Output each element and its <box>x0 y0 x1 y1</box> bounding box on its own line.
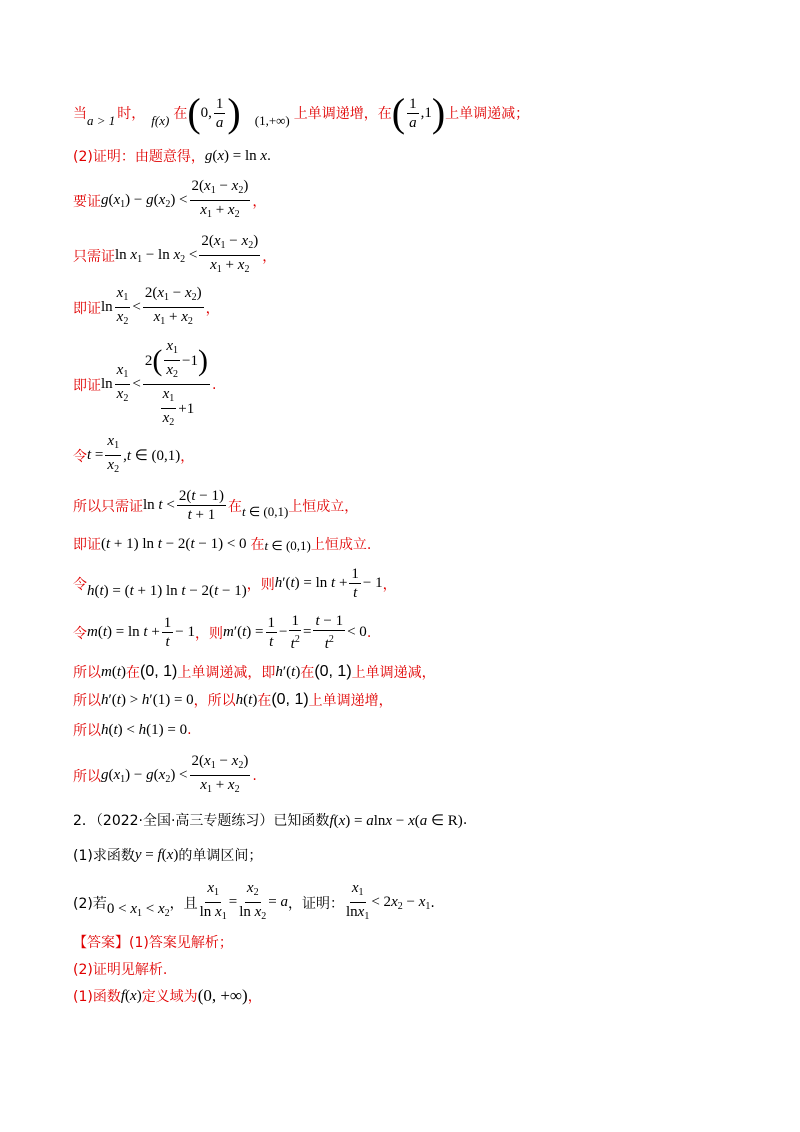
line-8 <box>73 488 358 523</box>
paren-left: ( <box>391 90 406 135</box>
math: m(t) <box>101 663 127 680</box>
math: f(x) = alnx − x(a ∈ R) <box>329 812 463 829</box>
math: x <box>217 147 225 164</box>
text: ， <box>205 300 220 317</box>
fraction: $\frac{1}{t}$ <box>163 615 172 650</box>
fraction: $\frac{2(x_1 - x_2)}{x_1 + x_2}$ <box>144 285 202 327</box>
text: (1)求函数 <box>73 848 135 864</box>
text: 上单调递增，在 <box>293 106 392 122</box>
line-10 <box>73 566 397 601</box>
text: . <box>211 376 217 393</box>
line-21 <box>73 986 262 1006</box>
text: . <box>366 624 372 641</box>
math-lhs: $g(x_1) - g(x_2)$ < <box>101 191 188 210</box>
text: 当 <box>73 106 87 122</box>
math-lhs: $\ln x_1 - \ln x_2$ < <box>115 246 198 265</box>
text: (2)若 <box>73 895 107 912</box>
text: 在 <box>300 665 315 681</box>
text: (2)证明见解析. <box>73 962 168 978</box>
math-interval: (1,+∞) <box>254 113 290 128</box>
text: 上恒成立， <box>288 498 359 515</box>
math: m(t) = ln t + <box>87 624 160 640</box>
math-g: g <box>204 147 213 164</box>
text: ， <box>262 248 277 265</box>
text: ，且 <box>169 895 198 912</box>
text: 在 <box>250 537 265 553</box>
math: h(t) = (t + 1) ln t − 2(t − 1) <box>87 583 247 599</box>
math: m′(t) = <box>223 624 264 640</box>
math: − <box>279 624 288 640</box>
text: 上单调递减，即 <box>177 665 276 681</box>
line-14 <box>73 720 192 740</box>
text: 即证 <box>73 377 101 394</box>
math-ln: ln <box>101 376 113 392</box>
line-11 <box>73 613 371 652</box>
fraction: $\frac{t - 1}{t^2}$ <box>315 613 344 652</box>
fraction: $\frac{1}{t}$ <box>351 566 359 601</box>
text: 上单调递增， <box>308 693 393 709</box>
text: ， <box>252 193 267 210</box>
line-3 <box>73 178 266 223</box>
math: $g(x_1) - g(x_2)$ < <box>101 766 188 785</box>
line-12 <box>73 662 436 682</box>
fraction-nested: 2 ( $\frac{x_1}{x_2}$ −1 ) $\frac{x_1}{x_2}$ +1 <box>144 338 208 428</box>
text: 所以 <box>73 723 101 739</box>
fraction-1-over-a: $\frac{1}{a}$ <box>409 95 417 131</box>
math: = <box>302 624 312 640</box>
math: (0, +∞) <box>197 986 248 1005</box>
text: 上单调递减， <box>351 665 436 681</box>
math: < <box>132 376 141 392</box>
text: 上恒成立. <box>310 537 372 553</box>
line-13 <box>73 690 393 710</box>
math: . <box>267 147 271 164</box>
math: x <box>256 147 268 164</box>
line-18 <box>73 880 435 925</box>
text: 所以只需证 <box>73 498 143 515</box>
text: ，则 <box>246 576 275 593</box>
math: < <box>132 299 141 315</box>
math: ,t ∈ (0,1) <box>123 448 181 464</box>
math: y = f(x) <box>134 846 179 863</box>
text: . <box>187 722 192 738</box>
math: (0, 1) <box>271 691 309 708</box>
text: 在 <box>227 498 242 515</box>
math: ( <box>212 147 218 164</box>
text: 即证 <box>73 537 101 553</box>
math: ) = ln <box>224 147 257 164</box>
text: 所以 <box>73 768 101 785</box>
fraction: $\frac{x_1}{\ln x_1}$ <box>346 880 370 922</box>
line-19-answer <box>73 932 233 952</box>
line-17 <box>73 845 262 865</box>
text: 令 <box>73 576 87 593</box>
text: 上单调递减； <box>445 106 530 122</box>
math: (t + 1) ln t − 2(t − 1) < 0 <box>101 535 247 552</box>
text: 定义域为 <box>141 989 198 1005</box>
math-ln: ln <box>101 299 113 315</box>
text: ， <box>382 576 397 593</box>
fraction: $\frac{2(x_1 - x_2)}{x_1 + x_2}$ <box>191 753 249 795</box>
fraction-1-over-a: $\frac{1}{a}$ <box>215 95 224 131</box>
text: 所以 <box>73 665 101 681</box>
line-20 <box>73 959 167 979</box>
math: − 1 <box>362 575 383 591</box>
math: < 0 <box>347 624 367 640</box>
line-16-question <box>73 810 467 830</box>
paren-right: ) <box>227 90 241 135</box>
paren-left: ( <box>187 90 201 135</box>
fraction: $\frac{x_2}{\ln x_2}$ <box>239 880 267 922</box>
math: h(t) <box>235 691 258 708</box>
math: ln t < <box>143 497 175 513</box>
fraction-x1-x2: $\frac{x_1}{x_2}$ <box>107 433 120 475</box>
line-6 <box>73 338 216 431</box>
text: 令 <box>73 625 87 642</box>
text: ，证明： <box>288 895 344 912</box>
line-9 <box>73 534 371 554</box>
fraction-x1-x2: $\frac{x_1}{x_2}$ <box>116 362 129 404</box>
text: (1)函数 <box>73 989 121 1005</box>
text: ， <box>247 989 262 1005</box>
math: < $2x_2 - x_1$ <box>371 893 431 912</box>
math: t ∈ (0,1) <box>264 538 311 553</box>
math: h(t) < h(1) = 0 <box>101 721 188 738</box>
line-4 <box>73 233 276 278</box>
math: − 1 <box>175 624 195 640</box>
math: t = <box>87 447 104 463</box>
text: 在 <box>257 693 272 709</box>
math: t ∈ (0,1) <box>241 503 289 519</box>
math: $0 < x_1 < x_2$ <box>106 900 170 919</box>
paren-right: ) <box>431 90 446 135</box>
line-7 <box>73 433 194 478</box>
text: ， <box>180 448 195 465</box>
text: 在 <box>126 665 141 681</box>
math: h′(t) = ln t + <box>274 575 348 591</box>
text: 要证 <box>73 193 101 210</box>
text: 即证 <box>73 300 101 317</box>
text: 所以 <box>73 693 101 709</box>
fraction: $\frac{2(x_1 - x_2)}{x_1 + x_2}$ <box>191 178 249 220</box>
text: ，则 <box>195 625 223 642</box>
math: h′(t) <box>275 663 301 680</box>
fraction: $\frac{2(x_1 - x_2)}{x_1 + x_2}$ <box>201 233 259 275</box>
line-1 <box>73 90 530 135</box>
text: . <box>462 812 468 828</box>
math: (0, 1) <box>314 663 352 680</box>
line-5 <box>73 285 220 330</box>
text: 只需证 <box>73 248 115 265</box>
text: . <box>430 894 435 911</box>
line-15 <box>73 753 257 798</box>
math-zero: 0, <box>200 104 212 121</box>
math-cond: a > 1 <box>87 113 116 128</box>
text: 的单调区间； <box>178 848 263 864</box>
text: 在 <box>173 106 188 122</box>
line-2 <box>73 146 271 166</box>
math: h′(t) > h′(1) = 0 <box>101 691 194 708</box>
fraction: $\frac{2(t - 1)}{t + 1}$ <box>178 488 224 523</box>
text: . <box>252 767 257 784</box>
math-one: ,1 <box>420 104 432 121</box>
math: (0, 1) <box>140 663 178 680</box>
text: 令 <box>73 448 87 465</box>
fraction: $\frac{1}{t}$ <box>267 615 276 650</box>
fraction: $\frac{x_1}{\ln x_1}$ <box>199 880 227 922</box>
text: 时， <box>117 106 146 122</box>
text: ，所以 <box>193 693 236 709</box>
math-f: f(x) <box>151 113 170 128</box>
fraction: $\frac{1}{t^2}$ <box>290 613 300 652</box>
text: 2．（2022·全国·高三专题练习）已知函数 <box>73 813 330 829</box>
math: = <box>228 894 238 910</box>
text: (2)证明：由题意得， <box>73 149 205 165</box>
math: = a <box>268 894 288 910</box>
math: f(x) <box>120 987 142 1004</box>
fraction-x1-x2: $\frac{x_1}{x_2}$ <box>116 285 129 327</box>
text: 【答案】(1)答案见解析； <box>73 935 233 951</box>
